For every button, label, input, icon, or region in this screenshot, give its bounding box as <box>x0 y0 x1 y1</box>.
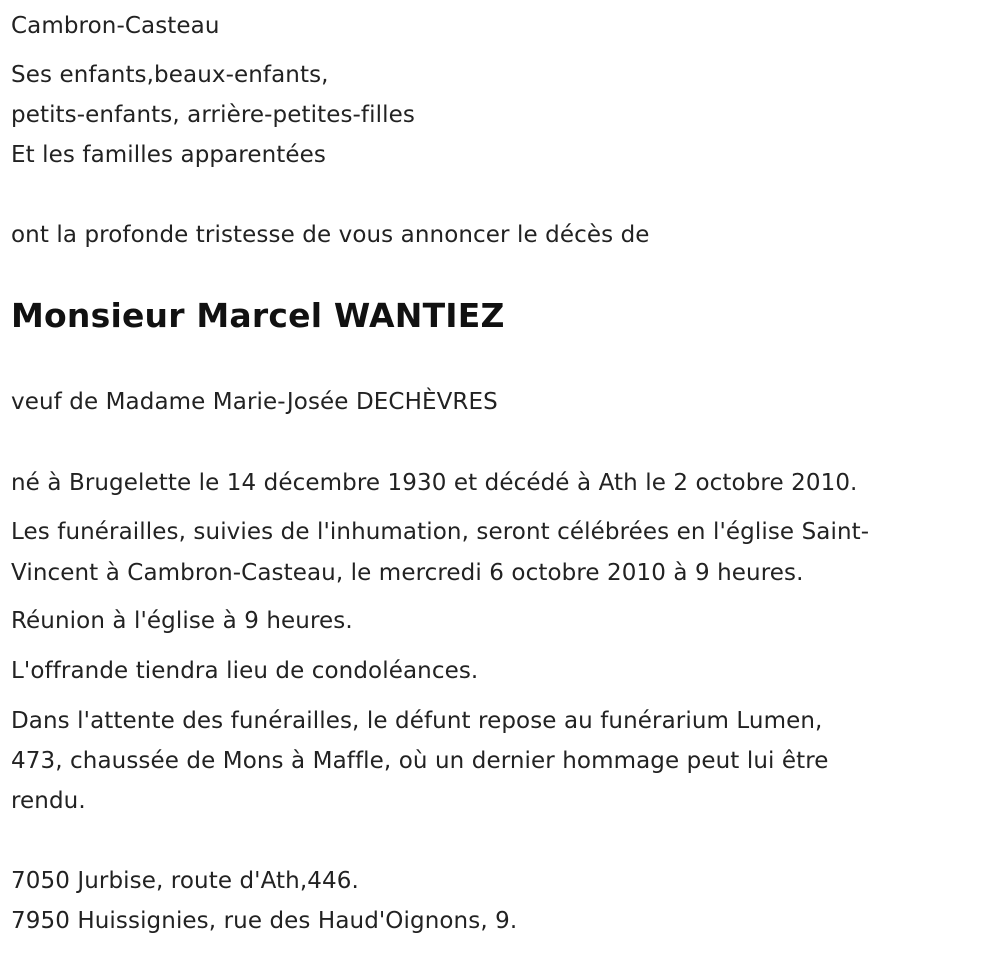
announcement-text: ont la profonde tristesse de vous annoncer le décès de <box>11 222 650 248</box>
rest-line-2: 473, chaussée de Mons à Maffle, où un dernier hommage peut lui être <box>11 748 829 774</box>
deceased-name: Monsieur Marcel WANTIEZ <box>11 296 505 335</box>
family-line-3: Et les familles apparentées <box>11 142 326 168</box>
rest-line-1: Dans l'attente des funérailles, le défunt repose au funérarium Lumen, <box>11 708 823 734</box>
meeting-line: Réunion à l'église à 9 heures. <box>11 608 353 634</box>
birth-death-line: né à Brugelette le 14 décembre 1930 et décédé à Ath le 2 octobre 2010. <box>11 470 858 496</box>
rest-line-3: rendu. <box>11 788 86 814</box>
family-line-2: petits-enfants, arrière-petites-filles <box>11 102 415 128</box>
address-line-1: 7050 Jurbise, route d'Ath,446. <box>11 868 359 894</box>
widower-line: veuf de Madame Marie-Josée DECHÈVRES <box>11 389 498 415</box>
family-line-1: Ses enfants,beaux-enfants, <box>11 62 329 88</box>
funeral-line-2: Vincent à Cambron-Casteau, le mercredi 6 octobre 2010 à 9 heures. <box>11 560 804 586</box>
condolences-line: L'offrande tiendra lieu de condoléances. <box>11 658 479 684</box>
address-line-2: 7950 Huissignies, rue des Haud'Oignons, 9. <box>11 908 518 934</box>
funeral-line-1: Les funérailles, suivies de l'inhumation, seront célébrées en l'église Saint- <box>11 519 870 545</box>
location-heading: Cambron-Casteau <box>11 13 220 39</box>
